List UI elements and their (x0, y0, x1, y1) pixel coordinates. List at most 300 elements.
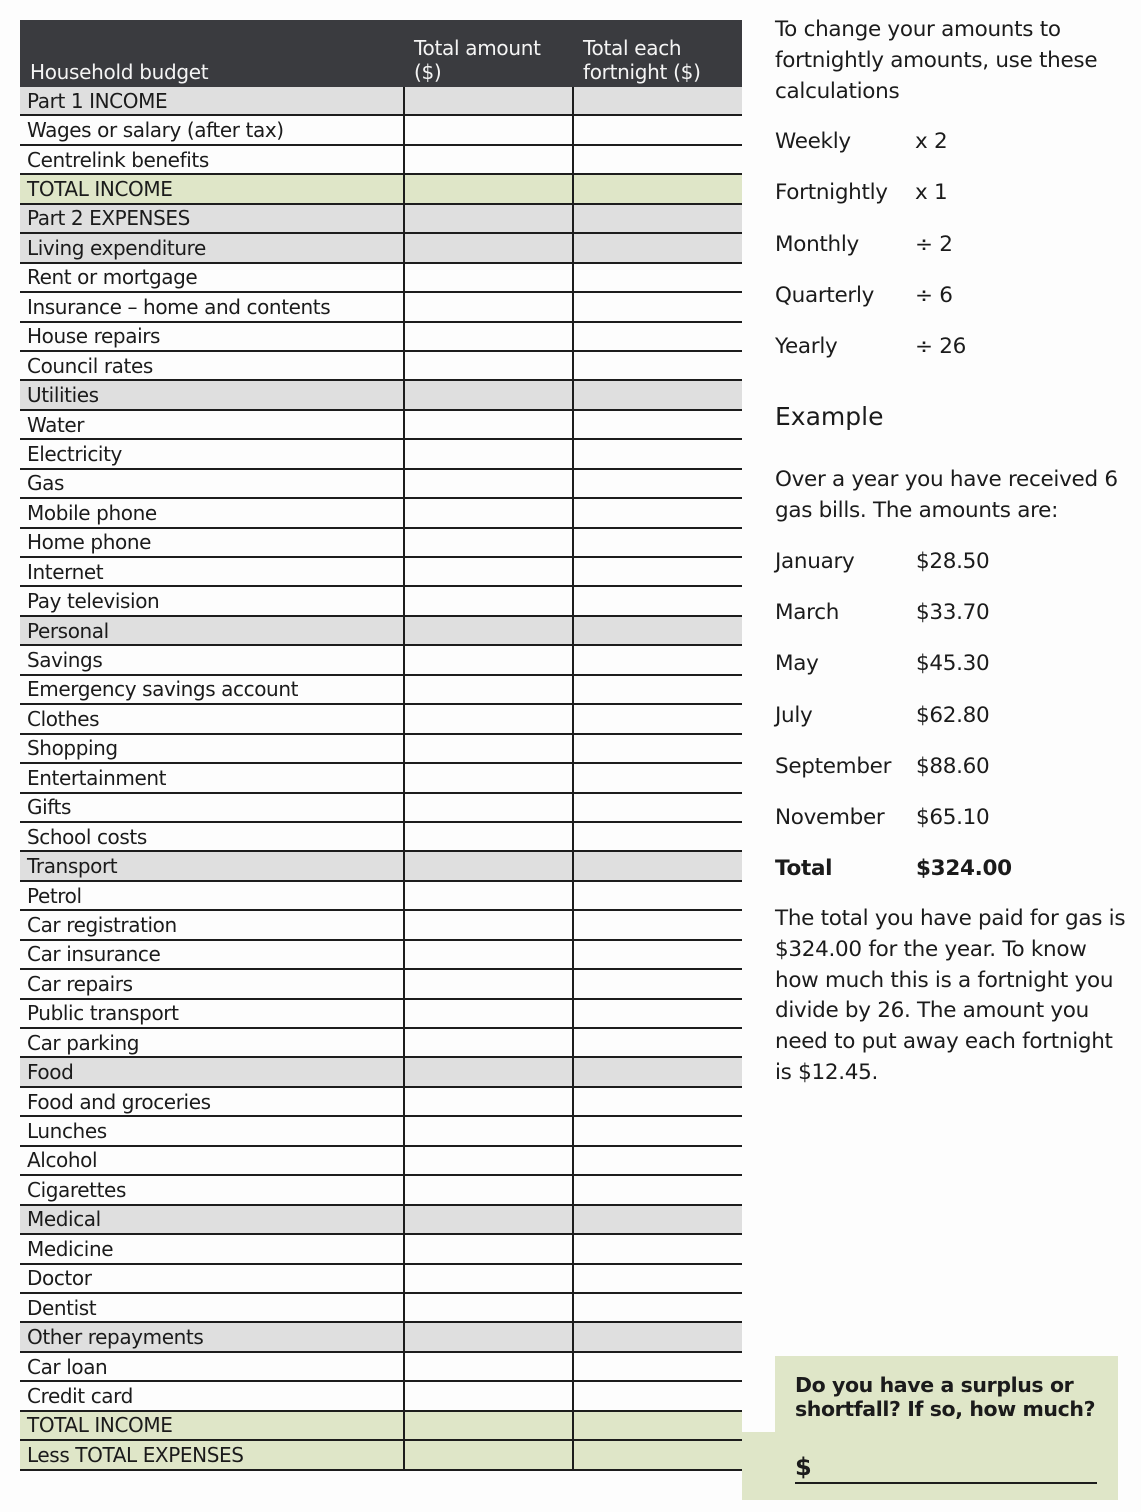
fortnight-amount-input[interactable] (574, 705, 742, 732)
fortnight-amount-cell[interactable] (573, 1234, 742, 1263)
fortnight-amount-cell[interactable] (573, 263, 742, 292)
fortnight-amount-input[interactable] (574, 529, 742, 556)
fortnight-amount-cell[interactable] (573, 1205, 742, 1234)
row-label-doctor: Doctor (20, 1264, 404, 1293)
total-amount-input[interactable] (405, 1147, 572, 1174)
fortnight-amount-input[interactable] (574, 794, 742, 821)
total-amount-cell[interactable] (404, 1293, 573, 1322)
total-amount-cell[interactable] (404, 1264, 573, 1293)
table-row (20, 322, 742, 351)
conversion-row (775, 331, 1125, 382)
table-row (20, 645, 742, 674)
total-amount-input[interactable] (405, 911, 572, 938)
total-amount-input[interactable] (405, 175, 572, 202)
section-row (20, 1322, 742, 1351)
table-row (20, 940, 742, 969)
total-amount-cell[interactable] (404, 145, 573, 174)
total-amount-cell[interactable] (404, 174, 573, 203)
total-amount-cell[interactable] (404, 1352, 573, 1381)
table-row (20, 1028, 742, 1057)
fortnight-amount-cell[interactable] (573, 322, 742, 351)
total-amount-input[interactable] (405, 411, 572, 438)
fortnight-amount-input[interactable] (574, 617, 742, 644)
conversion-row (775, 229, 1125, 280)
total-amount-input[interactable] (405, 1235, 572, 1262)
fortnight-amount-cell[interactable] (573, 1293, 742, 1322)
total-amount-input[interactable] (405, 1176, 572, 1203)
conversion-period: Monthly (775, 231, 859, 257)
fortnight-amount-input[interactable] (574, 205, 742, 232)
fortnight-amount-cell[interactable] (573, 115, 742, 144)
fortnight-amount-cell[interactable] (573, 822, 742, 851)
total-amount-input[interactable] (405, 558, 572, 585)
bill-row (775, 700, 1012, 751)
total-amount-input[interactable] (405, 1353, 572, 1380)
fortnight-amount-cell[interactable] (573, 557, 742, 586)
fortnight-amount-cell[interactable] (573, 616, 742, 645)
total-amount-input[interactable] (405, 264, 572, 291)
fortnight-amount-input[interactable] (574, 646, 742, 673)
row-label-food: Food (20, 1057, 404, 1086)
fortnight-amount-cell[interactable] (573, 1381, 742, 1410)
fortnight-amount-cell[interactable] (573, 940, 742, 969)
fortnight-amount-input[interactable] (574, 1176, 742, 1203)
total-amount-cell[interactable] (404, 1028, 573, 1057)
row-label-other-repayments: Other repayments (20, 1322, 404, 1351)
total-amount-cell[interactable] (404, 439, 573, 468)
total-amount-input[interactable] (405, 764, 572, 791)
fortnight-amount-input[interactable] (574, 1382, 742, 1409)
total-amount-cell[interactable] (404, 469, 573, 498)
example-intro: Over a year you have received 6 gas bills. The amounts are: (775, 467, 1118, 523)
conversion-period: Weekly (775, 129, 851, 154)
row-label-part-1-income: Part 1 INCOME (20, 87, 404, 115)
total-amount-cell[interactable] (404, 380, 573, 409)
example-title: Example (775, 402, 884, 431)
fortnight-amount-input[interactable] (574, 116, 742, 143)
gas-bill-list (775, 546, 1012, 904)
table-row (20, 1116, 742, 1145)
fortnight-amount-input[interactable] (574, 1441, 742, 1468)
fortnight-amount-input[interactable] (574, 882, 742, 909)
row-label-medicine: Medicine (20, 1234, 404, 1263)
row-label-home-phone: Home phone (20, 528, 404, 557)
total-amount-cell[interactable] (404, 87, 573, 115)
table-row (20, 822, 742, 851)
fortnight-amount-input[interactable] (574, 764, 742, 791)
total-amount-input[interactable] (405, 205, 572, 232)
total-amount-input[interactable] (405, 1058, 572, 1085)
total-amount-input[interactable] (405, 1000, 572, 1027)
total-amount-cell[interactable] (404, 586, 573, 615)
fortnight-amount-cell[interactable] (573, 734, 742, 763)
header-total-fortnight: Total each fortnight ($) (573, 20, 742, 87)
fortnight-amount-input[interactable] (574, 1088, 742, 1115)
table-header (20, 20, 742, 87)
total-amount-cell[interactable] (404, 263, 573, 292)
bill-total-amount: $324.00 (916, 856, 1012, 882)
table-row (20, 793, 742, 822)
row-label-car-registration: Car registration (20, 910, 404, 939)
row-label-clothes: Clothes (20, 704, 404, 733)
total-amount-input[interactable] (405, 470, 572, 497)
household-budget-table (20, 20, 742, 1471)
bill-month: January (775, 549, 855, 574)
bill-amount: $45.30 (916, 651, 990, 677)
row-label-part-2-expenses: Part 2 EXPENSES (20, 204, 404, 233)
total-amount-input[interactable] (405, 1441, 572, 1468)
total-row (20, 174, 742, 203)
row-label-mobile-phone: Mobile phone (20, 498, 404, 527)
total-amount-cell[interactable] (404, 410, 573, 439)
fortnight-amount-cell[interactable] (573, 1352, 742, 1381)
total-amount-input[interactable] (405, 676, 572, 703)
total-amount-cell[interactable] (404, 351, 573, 380)
total-amount-cell[interactable] (404, 115, 573, 144)
total-amount-input[interactable] (405, 381, 572, 408)
total-amount-input[interactable] (405, 823, 572, 850)
fortnight-amount-input[interactable] (574, 1235, 742, 1262)
fortnight-amount-cell[interactable] (573, 498, 742, 527)
total-amount-cell[interactable] (404, 822, 573, 851)
conversion-factor: ÷ 6 (915, 282, 953, 308)
table-row (20, 557, 742, 586)
table-row (20, 351, 742, 380)
table-row (20, 586, 742, 615)
total-amount-cell[interactable] (404, 645, 573, 674)
fortnight-amount-input[interactable] (574, 587, 742, 614)
table-row (20, 115, 742, 144)
fortnight-amount-cell[interactable] (573, 380, 742, 409)
total-amount-input[interactable] (405, 970, 572, 997)
fortnight-amount-input[interactable] (574, 1294, 742, 1321)
fortnight-amount-input[interactable] (574, 323, 742, 350)
fortnight-amount-cell[interactable] (573, 233, 742, 262)
total-amount-cell[interactable] (404, 910, 573, 939)
row-label-house-repairs: House repairs (20, 322, 404, 351)
dollar-sign: $ (795, 1453, 812, 1481)
conversion-factor: x 1 (915, 180, 948, 206)
row-label-wages-or-salary-after-tax: Wages or salary (after tax) (20, 115, 404, 144)
fortnight-amount-cell[interactable] (573, 1087, 742, 1116)
row-label-shopping: Shopping (20, 734, 404, 763)
total-amount-input[interactable] (405, 646, 572, 673)
row-label-internet: Internet (20, 557, 404, 586)
fortnight-amount-input[interactable] (574, 1412, 742, 1439)
total-amount-input[interactable] (405, 941, 572, 968)
fortnight-amount-cell[interactable] (573, 469, 742, 498)
total-amount-cell[interactable] (404, 793, 573, 822)
row-label-petrol: Petrol (20, 881, 404, 910)
fortnight-amount-input[interactable] (574, 852, 742, 879)
total-amount-input[interactable] (405, 1206, 572, 1233)
section-row (20, 616, 742, 645)
row-label-transport: Transport (20, 851, 404, 880)
fortnight-amount-input[interactable] (574, 1000, 742, 1027)
surplus-shortfall-input[interactable] (812, 1450, 1097, 1482)
row-label-dentist: Dentist (20, 1293, 404, 1322)
example-summary: The total you have paid for gas is $324.00 for the year. To know how much this is a fortnight you divide by 26. The amount you need to put away each fortnight is $12.45. (775, 906, 1126, 1085)
fortnight-amount-cell[interactable] (573, 645, 742, 674)
bill-month: March (775, 600, 840, 626)
total-amount-cell[interactable] (404, 616, 573, 645)
total-amount-cell[interactable] (404, 1087, 573, 1116)
conversion-intro: To change your amounts to fortnightly amounts, use these calculations (775, 17, 1098, 104)
total-amount-input[interactable] (405, 146, 572, 173)
row-label-savings: Savings (20, 645, 404, 674)
conversion-row (775, 126, 1125, 177)
total-amount-cell[interactable] (404, 1116, 573, 1145)
fortnight-amount-input[interactable] (574, 352, 742, 379)
total-amount-cell[interactable] (404, 1057, 573, 1086)
fortnight-amount-input[interactable] (574, 146, 742, 173)
bill-month: September (775, 753, 892, 779)
fortnight-amount-input[interactable] (574, 1265, 742, 1292)
fortnight-amount-cell[interactable] (573, 851, 742, 880)
total-amount-cell[interactable] (404, 1234, 573, 1263)
table-row (20, 675, 742, 704)
table-row (20, 469, 742, 498)
table-row (20, 1175, 742, 1204)
fortnight-amount-input[interactable] (574, 1323, 742, 1350)
total-amount-input[interactable] (405, 87, 572, 114)
fortnight-amount-input[interactable] (574, 381, 742, 408)
row-label-total-income: TOTAL INCOME (20, 174, 404, 203)
fortnight-amount-cell[interactable] (573, 910, 742, 939)
total-amount-cell[interactable] (404, 233, 573, 262)
row-label-cigarettes: Cigarettes (20, 1175, 404, 1204)
header-household-budget: Household budget (20, 20, 404, 87)
total-amount-input[interactable] (405, 705, 572, 732)
fortnight-amount-input[interactable] (574, 1029, 742, 1056)
table-row (20, 999, 742, 1028)
row-label-emergency-savings-account: Emergency savings account (20, 675, 404, 704)
total-amount-cell[interactable] (404, 1411, 573, 1440)
bill-amount: $33.70 (916, 600, 990, 626)
table-row (20, 410, 742, 439)
fortnight-amount-cell[interactable] (573, 1264, 742, 1293)
row-label-personal: Personal (20, 616, 404, 645)
total-row (20, 1440, 742, 1469)
total-amount-input[interactable] (405, 1382, 572, 1409)
table-row (20, 734, 742, 763)
fortnight-amount-input[interactable] (574, 234, 742, 261)
total-amount-input[interactable] (405, 440, 572, 467)
table-row (20, 439, 742, 468)
table-row (20, 1352, 742, 1381)
total-amount-cell[interactable] (404, 940, 573, 969)
table-row (20, 145, 742, 174)
row-label-public-transport: Public transport (20, 999, 404, 1028)
fortnight-amount-input[interactable] (574, 1206, 742, 1233)
fortnight-amount-cell[interactable] (573, 1146, 742, 1175)
fortnight-amount-cell[interactable] (573, 969, 742, 998)
table-row (20, 910, 742, 939)
fortnight-amount-input[interactable] (574, 1117, 742, 1144)
table-row (20, 1146, 742, 1175)
total-amount-cell[interactable] (404, 1322, 573, 1351)
fortnight-amount-input[interactable] (574, 293, 742, 320)
row-label-alcohol: Alcohol (20, 1146, 404, 1175)
section-row (20, 380, 742, 409)
fortnight-amount-input[interactable] (574, 470, 742, 497)
total-amount-input[interactable] (405, 882, 572, 909)
bill-row (775, 546, 1012, 597)
bill-month: May (775, 651, 819, 677)
total-amount-input[interactable] (405, 116, 572, 143)
fortnight-amount-cell[interactable] (573, 1440, 742, 1469)
fortnight-amount-cell[interactable] (573, 204, 742, 233)
conversion-row (775, 280, 1125, 331)
header-total-amount: Total amount ($) (404, 20, 573, 87)
total-amount-input[interactable] (405, 1088, 572, 1115)
total-amount-cell[interactable] (404, 292, 573, 321)
fortnight-amount-input[interactable] (574, 175, 742, 202)
total-amount-cell[interactable] (404, 881, 573, 910)
conversion-period: Fortnightly (775, 180, 888, 206)
table-row (20, 1293, 742, 1322)
total-amount-input[interactable] (405, 794, 572, 821)
total-amount-input[interactable] (405, 352, 572, 379)
fortnight-amount-cell[interactable] (573, 351, 742, 380)
row-label-utilities: Utilities (20, 380, 404, 409)
fortnight-amount-cell[interactable] (573, 439, 742, 468)
table-row (20, 704, 742, 733)
surplus-shortfall-box (775, 1356, 1118, 1500)
total-amount-cell[interactable] (404, 322, 573, 351)
total-amount-cell[interactable] (404, 1381, 573, 1410)
fortnight-amount-input[interactable] (574, 558, 742, 585)
fortnight-amount-cell[interactable] (573, 1116, 742, 1145)
surplus-shortfall-field[interactable] (795, 1448, 1097, 1484)
total-amount-cell[interactable] (404, 1146, 573, 1175)
table-row (20, 292, 742, 321)
fortnight-amount-cell[interactable] (573, 793, 742, 822)
total-amount-input[interactable] (405, 1412, 572, 1439)
row-label-school-costs: School costs (20, 822, 404, 851)
fortnight-amount-cell[interactable] (573, 586, 742, 615)
total-amount-cell[interactable] (404, 851, 573, 880)
total-amount-input[interactable] (405, 852, 572, 879)
total-amount-input[interactable] (405, 1265, 572, 1292)
total-amount-cell[interactable] (404, 204, 573, 233)
total-amount-input[interactable] (405, 1029, 572, 1056)
row-label-rent-or-mortgage: Rent or mortgage (20, 263, 404, 292)
fortnight-amount-cell[interactable] (573, 999, 742, 1028)
fortnight-amount-input[interactable] (574, 970, 742, 997)
total-amount-cell[interactable] (404, 734, 573, 763)
section-row (20, 204, 742, 233)
bill-total-row (775, 853, 1012, 904)
total-amount-input[interactable] (405, 617, 572, 644)
fortnight-amount-input[interactable] (574, 941, 742, 968)
bill-row (775, 597, 1012, 648)
fortnight-amount-cell[interactable] (573, 763, 742, 792)
fortnight-amount-cell[interactable] (573, 1175, 742, 1204)
fortnight-amount-input[interactable] (574, 823, 742, 850)
total-amount-cell[interactable] (404, 1175, 573, 1204)
total-amount-input[interactable] (405, 1117, 572, 1144)
fortnight-amount-input[interactable] (574, 1147, 742, 1174)
total-amount-input[interactable] (405, 234, 572, 261)
bill-amount: $28.50 (916, 549, 990, 574)
fortnight-amount-input[interactable] (574, 676, 742, 703)
row-label-entertainment: Entertainment (20, 763, 404, 792)
total-amount-cell[interactable] (404, 498, 573, 527)
fortnight-amount-input[interactable] (574, 1353, 742, 1380)
total-amount-cell[interactable] (404, 1440, 573, 1469)
row-label-total-income: TOTAL INCOME (20, 1411, 404, 1440)
fortnight-amount-input[interactable] (574, 911, 742, 938)
row-label-centrelink-benefits: Centrelink benefits (20, 145, 404, 174)
total-amount-cell[interactable] (404, 675, 573, 704)
total-amount-cell[interactable] (404, 557, 573, 586)
fortnight-amount-cell[interactable] (573, 174, 742, 203)
fortnight-amount-cell[interactable] (573, 1057, 742, 1086)
total-amount-cell[interactable] (404, 528, 573, 557)
bill-amount: $88.60 (916, 753, 990, 779)
fortnight-amount-input[interactable] (574, 87, 742, 114)
section-row (20, 87, 742, 115)
bill-month: July (775, 702, 813, 728)
row-label-insurance-home-and-contents: Insurance – home and contents (20, 292, 404, 321)
bill-row (775, 802, 1012, 853)
fortnight-amount-cell[interactable] (573, 145, 742, 174)
table-row (20, 881, 742, 910)
total-amount-input[interactable] (405, 587, 572, 614)
total-amount-cell[interactable] (404, 704, 573, 733)
total-amount-input[interactable] (405, 735, 572, 762)
total-amount-cell[interactable] (404, 969, 573, 998)
total-amount-cell[interactable] (404, 1205, 573, 1234)
fortnight-amount-cell[interactable] (573, 1028, 742, 1057)
total-amount-input[interactable] (405, 499, 572, 526)
fortnight-amount-input[interactable] (574, 735, 742, 762)
fortnight-amount-cell[interactable] (573, 881, 742, 910)
total-amount-input[interactable] (405, 1294, 572, 1321)
total-amount-input[interactable] (405, 1323, 572, 1350)
fortnight-amount-cell[interactable] (573, 87, 742, 115)
fortnight-amount-input[interactable] (574, 1058, 742, 1085)
fortnight-amount-input[interactable] (574, 411, 742, 438)
table-row (20, 969, 742, 998)
fortnight-amount-cell[interactable] (573, 704, 742, 733)
total-amount-input[interactable] (405, 323, 572, 350)
total-amount-cell[interactable] (404, 999, 573, 1028)
conversion-factor: ÷ 2 (915, 231, 953, 257)
total-amount-cell[interactable] (404, 763, 573, 792)
fortnight-amount-input[interactable] (574, 440, 742, 467)
conversion-factor: ÷ 26 (915, 334, 967, 360)
fortnight-amount-cell[interactable] (573, 675, 742, 704)
row-label-car-repairs: Car repairs (20, 969, 404, 998)
table-row (20, 1381, 742, 1410)
row-label-gifts: Gifts (20, 793, 404, 822)
fortnight-amount-cell[interactable] (573, 1411, 742, 1440)
total-amount-input[interactable] (405, 529, 572, 556)
table-row (20, 528, 742, 557)
fortnight-amount-cell[interactable] (573, 528, 742, 557)
fortnight-amount-input[interactable] (574, 264, 742, 291)
fortnight-amount-input[interactable] (574, 499, 742, 526)
fortnight-amount-cell[interactable] (573, 410, 742, 439)
fortnight-amount-cell[interactable] (573, 1322, 742, 1351)
row-label-electricity: Electricity (20, 439, 404, 468)
total-amount-input[interactable] (405, 293, 572, 320)
fortnight-amount-cell[interactable] (573, 292, 742, 321)
conversion-period: Quarterly (775, 282, 875, 308)
conversion-factor: x 2 (915, 129, 948, 154)
